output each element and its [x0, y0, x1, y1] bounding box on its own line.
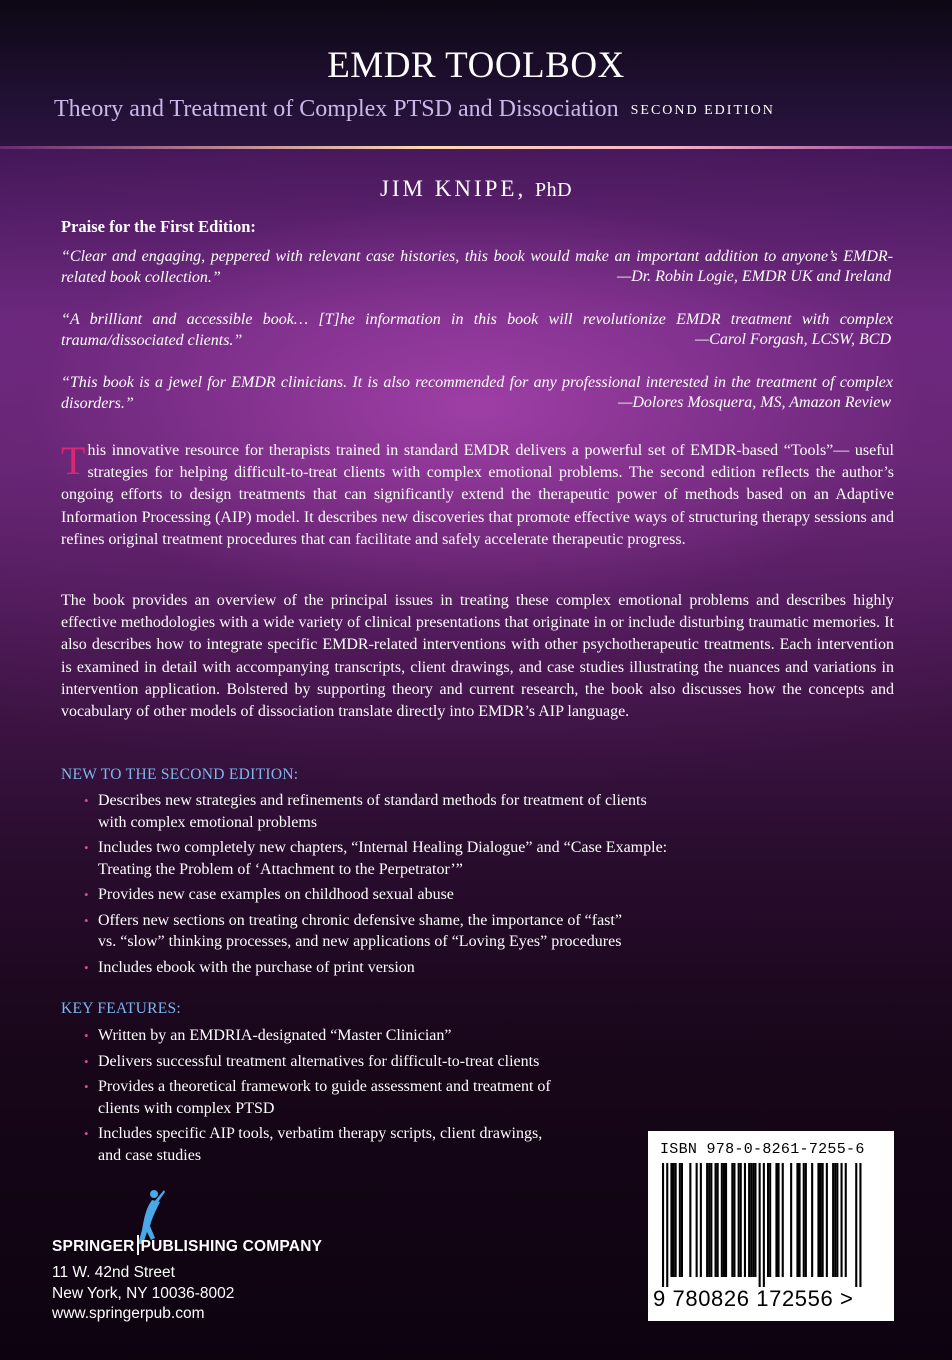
list-item: • Includes specific AIP tools, verbatim therapy scripts, client drawings, and case studies — [84, 1125, 543, 1164]
barcode-bar — [859, 1163, 861, 1287]
isbn-label: ISBN 978-0-8261-7255-6 — [660, 1141, 865, 1158]
author-name: JIM KNIPE, — [379, 176, 527, 201]
list-item: • Delivers successful treatment alternatives for difficult-to-treat clients — [84, 1051, 551, 1073]
bullet-icon: • — [84, 1053, 89, 1069]
barcode — [662, 1163, 862, 1287]
barcode-bar — [731, 1163, 733, 1277]
barcode-bar — [696, 1163, 698, 1277]
book-title: EMDR TOOLBOX — [327, 45, 625, 86]
header-divider — [0, 146, 952, 149]
address-line-1: 11 W. 42nd Street — [52, 1264, 175, 1281]
barcode-bar — [748, 1163, 750, 1277]
barcode-digits: 9 780826 172556 > — [653, 1286, 854, 1311]
list-item: • Offers new sections on treating chronic defensive shame, the importance of “fast” vs. “slow” thinking processes, and new applications of “Loving Eyes” procedures — [84, 911, 622, 950]
barcode-bar — [717, 1163, 719, 1277]
list-item: • Provides new case examples on childhood sexual abuse — [84, 884, 667, 906]
author-line — [0, 176, 952, 202]
barcode-bar — [666, 1163, 668, 1287]
barcode-bar — [763, 1163, 765, 1287]
barcode-bar — [817, 1163, 819, 1277]
barcode-bar — [775, 1163, 777, 1277]
description-paragraph-2: The book provides an overview of the principal issues in treating these complex emotional problems and describes highly effective methodologies with a wide variety of clinical presentations that originate in or include disturbing traumatic memories. It also describes how to integrate specific EMDR-related interventions with other psychotherapeutic treatments. Each intervention is examined in detail with accompanying transcripts, client drawings, and case studies illustrating the nuances and variations in intervention application. Bolstered by supporting theory and current research, the book also discusses how the concepts and vocabulary of other models of dissociation translate directly into EMDR’s AIP language. — [61, 592, 894, 721]
key-features-list — [84, 1025, 551, 1170]
barcode-bar — [841, 1163, 843, 1277]
praise-quote-2: “A brilliant and accessible book… [T]he information in this book will revolutionize EMDR treatment with complex trauma/dissociated clients.” — [61, 311, 893, 349]
barcode-bar — [733, 1163, 735, 1277]
list-item: • Written by an EMDRIA-designated “Master Clinician” — [84, 1025, 551, 1047]
praise-attribution-2: —Carol Forgash, LCSW, BCD — [694, 331, 891, 348]
barcode-bar — [679, 1163, 681, 1277]
bullet-icon: • — [84, 887, 89, 902]
edition-label: SECOND EDITION — [630, 103, 775, 118]
barcode-bar — [738, 1163, 740, 1277]
key-features-heading: KEY FEATURES: — [61, 1000, 182, 1017]
barcode-bar — [832, 1163, 834, 1277]
barcode-bar — [822, 1163, 824, 1277]
publisher-separator — [137, 1235, 139, 1255]
description-text-1: his innovative resource for therapists trained in standard EMDR delivers a powerful set of EMDR-based “Tools”— useful strategies for helping difficult-to-treat clients with complex emotional problems. The second edition reflects the author’s ongoing efforts to design treatments that can significantly extend the therapeutic power of methods based on an Adaptive Information Processing (AIP) model. It describes new discoveries that promote effective ways of structuring therapy sessions and refines original treatment procedures that can facilitate and safely accelerate therapeutic progress. — [61, 442, 894, 548]
description-paragraph-1 — [61, 440, 894, 551]
publisher-name: SPRINGER PUBLISHING COMPANY — [52, 1235, 322, 1256]
bullet-icon: • — [84, 912, 89, 928]
list-item: • Describes new strategies and refinements of standard methods for treatment of clients with complex emotional problems — [84, 792, 647, 831]
publisher-address — [52, 1263, 234, 1325]
list-item: • Provides a theoretical framework to guide assessment and treatment of clients with complex PTSD — [84, 1078, 551, 1117]
barcode-bar — [675, 1163, 677, 1277]
barcode-bar — [759, 1163, 761, 1287]
barcode-bar — [725, 1163, 727, 1277]
barcode-bar — [715, 1163, 717, 1277]
publisher-website: www.springerpub.com — [52, 1305, 205, 1322]
barcode-bar — [811, 1163, 813, 1277]
author-degree: PhD — [534, 179, 573, 201]
list-item: • Includes ebook with the purchase of print version — [84, 957, 667, 979]
barcode-bar — [767, 1163, 769, 1277]
barcode-bar — [782, 1163, 784, 1277]
bullet-icon: • — [84, 793, 89, 808]
praise-quote-3: “This book is a jewel for EMDR clinicians. It is also recommended for any professional interested in the treatment of complex disorders.” — [61, 374, 893, 412]
address-line-2: New York, NY 10036-8002 — [52, 1284, 235, 1302]
bullet-icon: • — [84, 1126, 89, 1141]
barcode-bar — [796, 1163, 798, 1277]
book-subtitle — [54, 96, 775, 123]
barcode-bar — [708, 1163, 710, 1277]
barcode-bar — [803, 1163, 805, 1277]
praise-attribution-3: —Dolores Mosquera, MS, Amazon Review — [618, 394, 891, 411]
barcode-bar — [769, 1163, 771, 1277]
new-edition-list — [84, 790, 667, 982]
isbn-barcode-block — [648, 1131, 894, 1321]
barcode-bar — [723, 1163, 725, 1277]
barcode-bar — [740, 1163, 742, 1277]
barcode-bar — [778, 1163, 780, 1277]
barcode-bar — [721, 1163, 723, 1277]
new-edition-heading: NEW TO THE SECOND EDITION: — [61, 766, 299, 783]
barcode-bar — [820, 1163, 822, 1277]
bullet-icon: • — [84, 959, 89, 975]
barcode-bar — [689, 1163, 691, 1277]
bullet-icon: • — [84, 1079, 89, 1094]
subtitle-text: Theory and Treatment of Complex PTSD and Dissociation — [54, 96, 619, 122]
praise-attribution-1: —Dr. Robin Logie, EMDR UK and Ireland — [616, 268, 891, 285]
barcode-bar — [799, 1163, 801, 1277]
barcode-bar — [834, 1163, 836, 1277]
barcode-bar — [805, 1163, 807, 1277]
barcode-bar — [744, 1163, 746, 1277]
barcode-bar — [826, 1163, 828, 1277]
barcode-bar — [754, 1163, 756, 1277]
barcode-bar — [750, 1163, 752, 1277]
barcode-bar — [706, 1163, 708, 1277]
barcode-bar — [710, 1163, 712, 1277]
barcode-bar — [662, 1163, 664, 1287]
barcode-bar — [673, 1163, 675, 1277]
barcode-bar — [855, 1163, 857, 1287]
barcode-bar — [790, 1163, 792, 1277]
bullet-icon: • — [84, 1028, 89, 1043]
bullet-icon: • — [84, 840, 89, 855]
barcode-bar — [670, 1163, 672, 1277]
drop-cap: T — [61, 438, 86, 483]
barcode-bar — [845, 1163, 847, 1277]
barcode-bar — [752, 1163, 754, 1277]
praise-quote-1: “Clear and engaging, peppered with relevant case histories, this book would make an important addition to anyone’s EMDR-related book collection.” — [61, 248, 893, 286]
praise-heading: Praise for the First Edition: — [61, 217, 256, 236]
list-item: • Includes two completely new chapters, “Internal Healing Dialogue” and “Case Example: Treating the Problem of ‘Attachment to the Perpetrator’” — [84, 839, 668, 878]
barcode-bar — [700, 1163, 702, 1277]
barcode-bar — [681, 1163, 683, 1277]
barcode-bar — [836, 1163, 838, 1277]
